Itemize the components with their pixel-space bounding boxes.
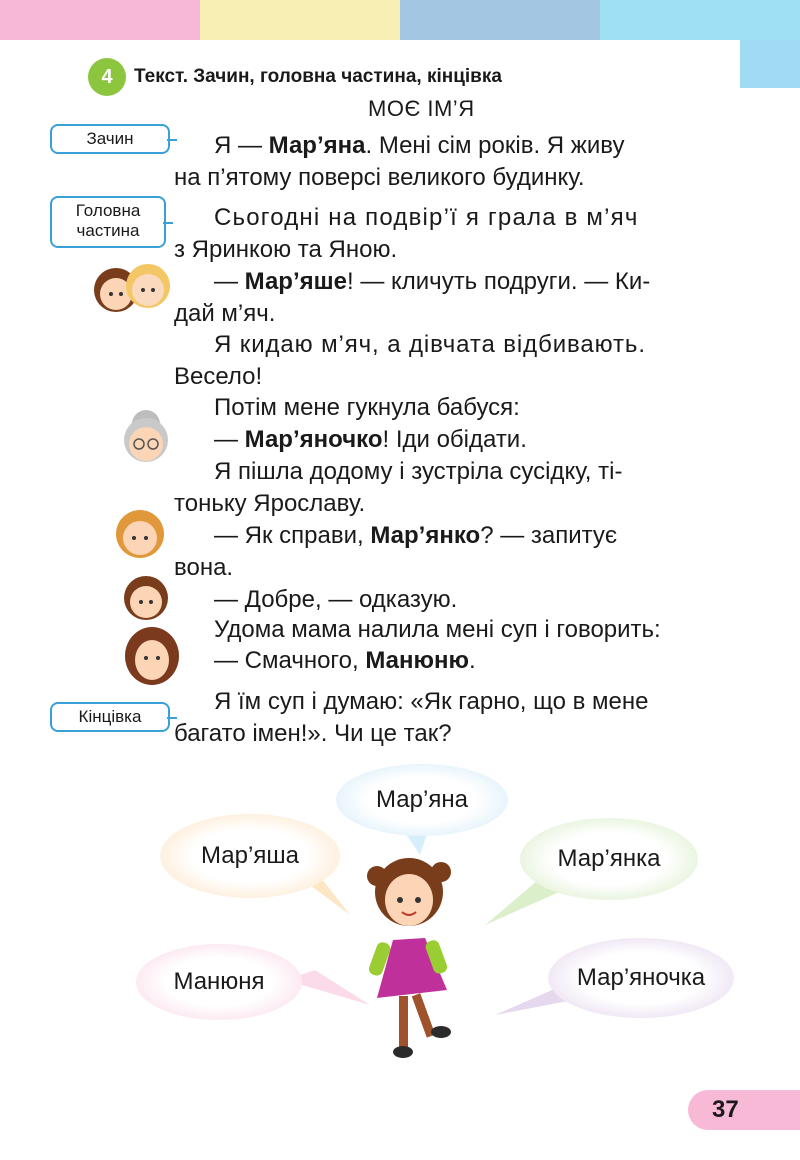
paragraph-8-line2: вона. bbox=[174, 554, 234, 581]
paragraph-10: Удома мама налила мені суп і говорить: bbox=[214, 616, 661, 643]
stripe-yellow bbox=[200, 0, 400, 40]
paragraph-9: — Добре, — одказую. bbox=[214, 586, 458, 613]
label-main-line1: Головна bbox=[75, 201, 141, 220]
neighbor-face-illustration bbox=[112, 504, 168, 566]
paragraph-2-line2: з Яринкою та Яною. bbox=[174, 236, 398, 263]
story-title: МОЄ ІМ’Я bbox=[368, 96, 475, 121]
exercise-number-badge: 4 bbox=[88, 58, 126, 96]
paragraph-3-line1: — Мар’яше! — кличуть подруги. — Ки- bbox=[214, 268, 651, 295]
grandmother-face-illustration bbox=[118, 404, 174, 466]
mother-face-illustration bbox=[122, 624, 182, 686]
page-number: 37 bbox=[712, 1096, 739, 1123]
paragraph-11: — Смачного, Манюню. bbox=[214, 647, 476, 674]
paragraph-4-line2: Весело! bbox=[174, 363, 263, 390]
bubble-maryasha: Мар’яша bbox=[160, 814, 340, 898]
paragraph-1-line2: на п’ятому поверсі великого будинку. bbox=[174, 164, 585, 191]
paragraph-5: Потім мене гукнула бабуся: bbox=[214, 394, 520, 421]
exercise-heading bbox=[88, 58, 502, 96]
bubble-manyunya: Манюня bbox=[136, 944, 302, 1020]
bubble-maryana: Мар’яна bbox=[336, 764, 508, 836]
girls-faces-illustration bbox=[86, 252, 176, 318]
girl-illustration bbox=[355, 850, 475, 1065]
stripe-cyan bbox=[600, 0, 800, 40]
corner-tab bbox=[740, 40, 800, 88]
paragraph-8-line1: — Як справи, Мар’янко? — запитує bbox=[214, 522, 618, 549]
top-color-stripes bbox=[0, 0, 800, 40]
paragraph-3-line2: дай м’яч. bbox=[174, 300, 276, 327]
bubble-maryanka: Мар’янка bbox=[520, 818, 698, 900]
paragraph-6: — Мар’яночко! Іди обідати. bbox=[214, 426, 527, 453]
stripe-blue bbox=[400, 0, 600, 40]
label-main-line2: частина bbox=[76, 221, 140, 240]
label-main-part bbox=[50, 196, 166, 248]
paragraph-7-line1: Я пішла додому і зустріла сусідку, ті- bbox=[214, 458, 623, 485]
stripe-pink bbox=[0, 0, 200, 40]
page-number-tab bbox=[688, 1090, 800, 1130]
maryana-face-illustration bbox=[118, 568, 174, 626]
paragraph-2-line1: Сьогодні на подвір’ї я грала в м’яч bbox=[214, 204, 639, 231]
paragraph-7-line2: тоньку Ярославу. bbox=[174, 490, 366, 517]
page-corner-curve bbox=[660, 36, 742, 96]
label-intro: Зачин bbox=[50, 124, 170, 154]
exercise-title: Текст. Зачин, головна частина, кінцівка bbox=[134, 66, 502, 87]
paragraph-12-line2: багато імен!». Чи це так? bbox=[174, 720, 452, 747]
paragraph-12-line1: Я їм суп і думаю: «Як гарно, що в мене bbox=[214, 688, 649, 715]
label-ending: Кінцівка bbox=[50, 702, 170, 732]
paragraph-1-line1: Я — Мар’яна. Мені сім років. Я живу bbox=[214, 132, 625, 159]
bubble-maryanochka: Мар’яночка bbox=[548, 938, 734, 1018]
paragraph-4-line1: Я кидаю м’яч, а дівчата відбивають. bbox=[214, 331, 646, 358]
